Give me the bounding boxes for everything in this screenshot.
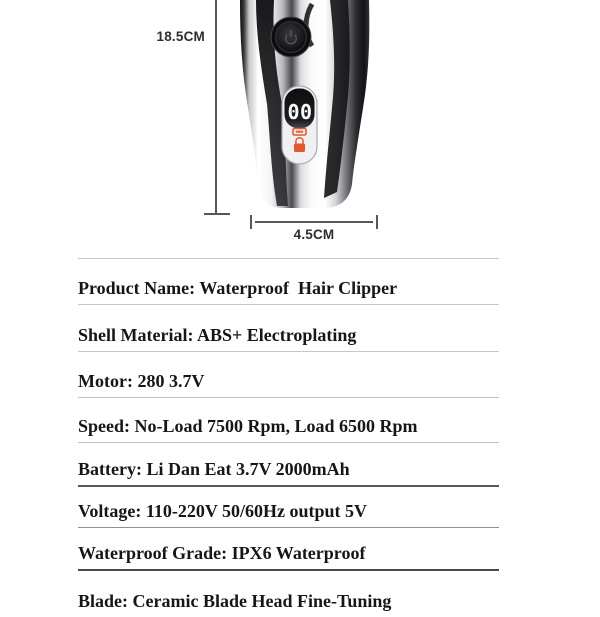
width-dimension-tick-left [250,215,252,229]
spec-text: Product Name: Waterproof Hair Clipper [78,278,398,299]
spec-row-voltage [78,487,499,528]
spec-row-speed [78,398,499,443]
spec-text: Blade: Ceramic Blade Head Fine-Tuning [78,591,392,612]
spec-text: Shell Material: ABS+ Electroplating [78,325,357,346]
spec-text: Battery: Li Dan Eat 3.7V 2000mAh [78,459,350,480]
height-dimension-tick [204,213,230,215]
spec-text: Motor: 280 3.7V [78,371,205,392]
spec-text: Speed: No-Load 7500 Rpm, Load 6500 Rpm [78,416,418,437]
width-dimension-label: 4.5CM [293,227,335,242]
spec-row-product-name [78,259,499,305]
width-dimension-tick-right [376,215,378,229]
height-dimension-line [215,0,217,214]
spec-row-waterproof-grade [78,528,499,571]
spec-text: Waterproof Grade: IPX6 Waterproof [78,543,366,564]
spec-row-battery [78,443,499,487]
spec-text: Voltage: 110-220V 50/60Hz output 5V [78,501,368,522]
battery-percent-readout: 00 [287,100,313,124]
hair-clipper-photo [230,0,380,215]
height-dimension-label: 18.5CM [156,29,205,44]
spec-row-blade [78,571,499,617]
spec-row-shell-material [78,305,499,352]
spec-table [78,258,499,617]
width-dimension-line [255,221,373,223]
spec-row-motor [78,352,499,398]
